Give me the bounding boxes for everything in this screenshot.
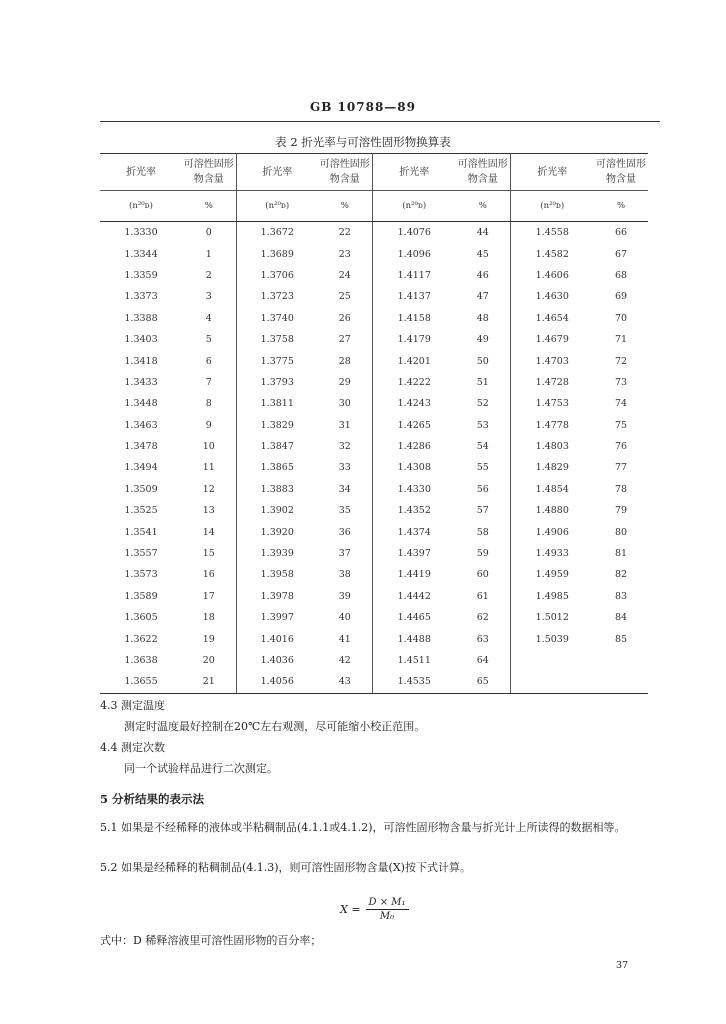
refractive-index-cell: 1.3978	[260, 590, 294, 602]
refractive-index-cell: 1.4803	[535, 441, 569, 453]
solids-content-cell: 65	[456, 671, 510, 693]
solids-content-cell: 30	[318, 393, 372, 414]
page-number: 37	[616, 960, 629, 971]
refractive-index-cell: 1.4654	[535, 312, 569, 324]
solids-content-cell: 7	[182, 372, 236, 393]
unit-refractive: (n²⁰ᴅ)	[100, 191, 182, 222]
table-row	[100, 222, 648, 244]
refractive-index-cell: 1.3920	[260, 526, 294, 538]
refractive-index-cell: 1.4056	[236, 671, 318, 693]
refractive-index-cell: 1.4419	[397, 569, 431, 581]
table-row	[100, 521, 648, 542]
solids-content-cell: 72	[614, 355, 628, 367]
table-row	[100, 372, 648, 393]
solids-content-cell: 3	[182, 286, 236, 307]
formula-lhs: X =	[340, 903, 361, 916]
section-4-3-title: 4.3 测定温度	[100, 699, 165, 712]
refractive-index-cell: 1.4985	[535, 590, 569, 602]
solids-content-cell: 43	[318, 671, 372, 693]
solids-content-cell: 0	[182, 222, 236, 244]
solids-content-cell: 20	[182, 650, 236, 671]
solids-content-cell: 27	[318, 329, 372, 350]
refractive-index-cell: 1.4679	[535, 334, 569, 346]
refractive-index-cell: 1.3388	[124, 312, 158, 324]
refractive-index-cell: 1.4137	[397, 291, 431, 303]
solids-content-cell: 32	[318, 436, 372, 457]
refractive-index-cell: 1.4728	[535, 376, 569, 388]
refractive-index-cell	[510, 671, 594, 693]
solids-content-cell: 8	[182, 393, 236, 414]
refractive-index-cell: 1.3573	[124, 569, 158, 581]
section-5-1: 5.1 如果是不经稀释的液体或半粘稠制品(4.1.1或4.1.2)，可溶性固形物含量与折光计上所读得的数据相等。	[100, 821, 626, 834]
solids-content-cell: 34	[318, 479, 372, 500]
solids-content-cell: 56	[456, 479, 510, 500]
solids-content-cell	[594, 650, 648, 671]
solids-content-cell: 4	[182, 308, 236, 329]
standard-header: GB 10788—89	[309, 100, 416, 114]
table-row	[100, 628, 648, 649]
refractive-index-cell: 1.4959	[535, 569, 569, 581]
formula-where-line: 式中：D 稀释溶液里可溶性固形物的百分率；	[100, 934, 322, 947]
solids-content-cell: 51	[456, 372, 510, 393]
refractive-index-cell: 1.3330	[124, 227, 158, 239]
table-row	[100, 500, 648, 521]
refractive-index-cell: 1.3557	[124, 548, 158, 560]
refractive-index-cell: 1.5012	[535, 612, 569, 624]
solids-content-cell: 45	[456, 243, 510, 264]
solids-content-cell: 31	[318, 415, 372, 436]
unit-refractive: (n²⁰ᴅ)	[372, 191, 456, 222]
refractive-index-cell: 1.4158	[397, 312, 431, 324]
refractive-index-cell: 1.3829	[260, 419, 294, 431]
refractive-index-cell: 1.4582	[535, 248, 569, 260]
solids-content-cell: 42	[318, 650, 372, 671]
solids-content-cell: 10	[182, 436, 236, 457]
solids-content-cell: 21	[182, 671, 236, 693]
refractive-index-cell: 1.4933	[535, 548, 569, 560]
refractive-index-cell: 1.3463	[124, 419, 158, 431]
table-row	[100, 286, 648, 307]
refractive-index-cell: 1.3723	[260, 291, 294, 303]
solids-content-cell: 85	[614, 633, 628, 645]
table-row	[100, 350, 648, 371]
solids-content-cell: 22	[318, 222, 372, 244]
solids-content-cell: 77	[614, 462, 628, 474]
col-header-refractive: 折光率	[372, 154, 456, 191]
solids-content-cell: 74	[614, 398, 628, 410]
refractive-index-cell: 1.3403	[124, 334, 158, 346]
table-row	[100, 415, 648, 436]
refractive-index-cell: 1.4753	[535, 398, 569, 410]
refractive-index-cell: 1.4778	[535, 419, 569, 431]
table-row	[100, 564, 648, 585]
refractive-index-cell: 1.3359	[124, 269, 158, 281]
solids-content-cell: 73	[614, 376, 628, 388]
solids-content-cell: 83	[614, 590, 628, 602]
refractive-index-cell: 1.3997	[260, 612, 294, 624]
refractive-index-cell: 1.4330	[397, 483, 431, 495]
section-5-2: 5.2 如果是经稀释的粘稠制品(4.1.3)，则可溶性固形物含量(X)按下式计算。	[100, 861, 471, 874]
refractive-index-cell: 1.3448	[124, 398, 158, 410]
solids-content-cell: 2	[182, 265, 236, 286]
refractive-index-cell: 1.3758	[260, 334, 294, 346]
solids-content-cell: 18	[182, 607, 236, 628]
refractive-index-cell: 1.3433	[124, 376, 158, 388]
solids-content-cell: 37	[318, 543, 372, 564]
table-row	[100, 607, 648, 628]
solids-content-cell: 47	[456, 286, 510, 307]
refractive-index-cell: 1.4829	[535, 462, 569, 474]
solids-content-cell: 16	[182, 564, 236, 585]
refractive-index-cell: 1.4511	[397, 655, 431, 666]
refractive-index-cell: 1.3605	[124, 612, 158, 624]
unit-refractive: (n²⁰ᴅ)	[510, 191, 594, 222]
solids-content-cell: 64	[456, 650, 510, 671]
refractive-index-cell: 1.3740	[260, 312, 294, 324]
solids-content-cell: 59	[456, 543, 510, 564]
refractive-index-cell: 1.4906	[535, 526, 569, 538]
refractive-index-cell: 1.4558	[535, 227, 569, 239]
solids-content-cell: 54	[456, 436, 510, 457]
table-units-row	[100, 191, 648, 222]
solids-content-cell: 76	[614, 441, 628, 453]
solids-content-cell: 11	[182, 457, 236, 478]
section-4-4-title: 4.4 测定次数	[100, 741, 165, 754]
unit-percent: %	[182, 191, 236, 222]
refractive-index-cell: 1.4036	[260, 655, 294, 666]
refractive-index-cell: 1.4854	[535, 483, 569, 495]
solids-content-cell: 52	[456, 393, 510, 414]
table-row	[100, 543, 648, 564]
solids-content-cell: 5	[182, 329, 236, 350]
table-row	[100, 243, 648, 264]
solids-content-cell: 69	[614, 291, 628, 303]
refractive-index-cell: 1.3706	[260, 269, 294, 281]
solids-content-cell: 82	[614, 569, 628, 581]
header-rule	[100, 121, 660, 122]
solids-content-cell: 70	[614, 312, 628, 324]
refractive-index-cell: 1.3672	[260, 227, 294, 239]
solids-content-cell: 50	[456, 350, 510, 371]
refractive-index-cell: 1.4352	[397, 505, 431, 517]
solids-content-cell: 26	[318, 308, 372, 329]
refractive-index-cell: 1.3811	[260, 398, 294, 410]
solids-content-cell: 44	[456, 222, 510, 244]
solids-content-cell: 6	[182, 350, 236, 371]
solids-content-cell: 62	[456, 607, 510, 628]
solids-content-cell: 12	[182, 479, 236, 500]
solids-content-cell: 57	[456, 500, 510, 521]
solids-content-cell: 17	[182, 586, 236, 607]
col-header-solids: 可溶性固形物含量	[318, 154, 372, 191]
refractive-index-cell: 1.3939	[260, 548, 294, 560]
refractive-index-cell: 1.4286	[397, 441, 431, 453]
solids-content-cell	[594, 671, 648, 693]
refractive-index-cell: 1.4374	[397, 526, 431, 538]
solids-content-cell: 79	[614, 505, 628, 517]
solids-content-cell: 28	[318, 350, 372, 371]
solids-content-cell: 63	[456, 628, 510, 649]
refractive-index-cell: 1.4201	[397, 355, 431, 367]
formula-denominator: M₀	[379, 911, 395, 922]
solids-content-cell: 38	[318, 564, 372, 585]
refractive-index-cell: 1.3622	[124, 633, 158, 645]
solids-content-cell: 53	[456, 415, 510, 436]
refractive-index-cell: 1.4465	[397, 612, 431, 624]
conversion-table	[100, 153, 648, 694]
formula-fraction	[366, 897, 409, 922]
refractive-index-cell: 1.4535	[372, 671, 456, 693]
refractive-index-cell: 1.4076	[397, 227, 431, 239]
section-4-3-body: 测定时温度最好控制在20℃左右观测，尽可能缩小校正范围。	[124, 720, 426, 733]
solids-content-cell: 80	[614, 526, 628, 538]
table-row	[100, 586, 648, 607]
refractive-index-cell: 1.4265	[397, 419, 431, 431]
refractive-index-cell: 1.3689	[260, 248, 294, 260]
refractive-index-cell: 1.3494	[124, 462, 158, 474]
refractive-index-cell: 1.4606	[535, 269, 569, 281]
solids-content-cell: 33	[318, 457, 372, 478]
solids-content-cell: 29	[318, 372, 372, 393]
solids-content-cell: 39	[318, 586, 372, 607]
table-row	[100, 265, 648, 286]
table-row	[100, 436, 648, 457]
solids-content-cell: 55	[456, 457, 510, 478]
refractive-index-cell: 1.4117	[397, 269, 431, 281]
table-row	[100, 308, 648, 329]
unit-percent: %	[456, 191, 510, 222]
solids-content-cell: 23	[318, 243, 372, 264]
table-row	[100, 479, 648, 500]
unit-refractive: (n²⁰ᴅ)	[236, 191, 318, 222]
table-body	[100, 222, 648, 694]
col-header-solids: 可溶性固形物含量	[182, 154, 236, 191]
solids-content-cell: 48	[456, 308, 510, 329]
refractive-index-cell	[510, 650, 594, 671]
col-header-solids: 可溶性固形物含量	[594, 154, 648, 191]
solids-content-cell: 40	[318, 607, 372, 628]
solids-content-cell: 13	[182, 500, 236, 521]
solids-content-cell: 35	[318, 500, 372, 521]
refractive-index-cell: 1.4880	[535, 505, 569, 517]
table-row	[100, 329, 648, 350]
refractive-index-cell: 1.3638	[124, 655, 158, 666]
refractive-index-cell: 1.4488	[397, 633, 431, 645]
refractive-index-cell: 1.3958	[260, 569, 294, 581]
refractive-index-cell: 1.4703	[535, 355, 569, 367]
solids-content-cell: 49	[456, 329, 510, 350]
solids-content-cell: 67	[614, 248, 628, 260]
refractive-index-cell: 1.3344	[124, 248, 158, 260]
table-row	[100, 393, 648, 414]
refractive-index-cell: 1.4243	[397, 398, 431, 410]
section-4-4-body: 同一个试验样品进行二次测定。	[124, 762, 278, 775]
refractive-index-cell: 1.3847	[260, 441, 294, 453]
refractive-index-cell: 1.4397	[397, 548, 431, 560]
col-header-refractive: 折光率	[236, 154, 318, 191]
formula-numerator: D × M₁	[366, 897, 409, 910]
table-row	[100, 671, 648, 693]
refractive-index-cell: 1.3775	[260, 355, 294, 367]
col-header-refractive: 折光率	[100, 154, 182, 191]
solids-content-cell: 46	[456, 265, 510, 286]
solids-content-cell: 84	[614, 612, 628, 624]
solids-content-cell: 61	[456, 586, 510, 607]
section-5-title: 5 分析结果的表示法	[100, 792, 205, 806]
refractive-index-cell: 1.3541	[124, 526, 158, 538]
solids-content-cell: 68	[614, 269, 628, 281]
refractive-index-cell: 1.3883	[260, 483, 294, 495]
table-row	[100, 457, 648, 478]
refractive-index-cell: 1.3509	[124, 483, 158, 495]
unit-percent: %	[594, 191, 648, 222]
solids-content-cell: 71	[614, 334, 628, 346]
refractive-index-cell: 1.5039	[535, 633, 569, 645]
table-header-row	[100, 154, 648, 191]
table-row	[100, 650, 648, 671]
col-header-refractive: 折光率	[510, 154, 594, 191]
solids-content-cell: 36	[318, 521, 372, 542]
solids-content-cell: 60	[456, 564, 510, 585]
solids-content-cell: 75	[614, 419, 628, 431]
solids-content-cell: 1	[182, 243, 236, 264]
solids-content-cell: 66	[614, 227, 628, 239]
refractive-index-cell: 1.3525	[124, 505, 158, 517]
table-caption: 表 2 折光率与可溶性固形物换算表	[275, 135, 451, 149]
solids-content-cell: 58	[456, 521, 510, 542]
refractive-index-cell: 1.4222	[397, 376, 431, 388]
solids-content-cell: 9	[182, 415, 236, 436]
refractive-index-cell: 1.3373	[124, 291, 158, 303]
solids-content-cell: 81	[614, 548, 628, 560]
refractive-index-cell: 1.3793	[260, 376, 294, 388]
refractive-index-cell: 1.4308	[397, 462, 431, 474]
refractive-index-cell: 1.3655	[100, 671, 182, 693]
refractive-index-cell: 1.4096	[397, 248, 431, 260]
solids-content-cell: 14	[182, 521, 236, 542]
refractive-index-cell: 1.3865	[260, 462, 294, 474]
solids-content-cell: 25	[318, 286, 372, 307]
refractive-index-cell: 1.4016	[260, 633, 294, 645]
refractive-index-cell: 1.3478	[124, 441, 158, 453]
formula	[340, 897, 409, 922]
refractive-index-cell: 1.4179	[397, 334, 431, 346]
unit-percent: %	[318, 191, 372, 222]
refractive-index-cell: 1.4442	[397, 590, 431, 602]
refractive-index-cell: 1.4630	[535, 291, 569, 303]
solids-content-cell: 15	[182, 543, 236, 564]
refractive-index-cell: 1.3418	[124, 355, 158, 367]
solids-content-cell: 78	[614, 483, 628, 495]
solids-content-cell: 24	[318, 265, 372, 286]
solids-content-cell: 41	[318, 628, 372, 649]
col-header-solids: 可溶性固形物含量	[456, 154, 510, 191]
refractive-index-cell: 1.3902	[260, 505, 294, 517]
solids-content-cell: 19	[182, 628, 236, 649]
refractive-index-cell: 1.3589	[124, 590, 158, 602]
